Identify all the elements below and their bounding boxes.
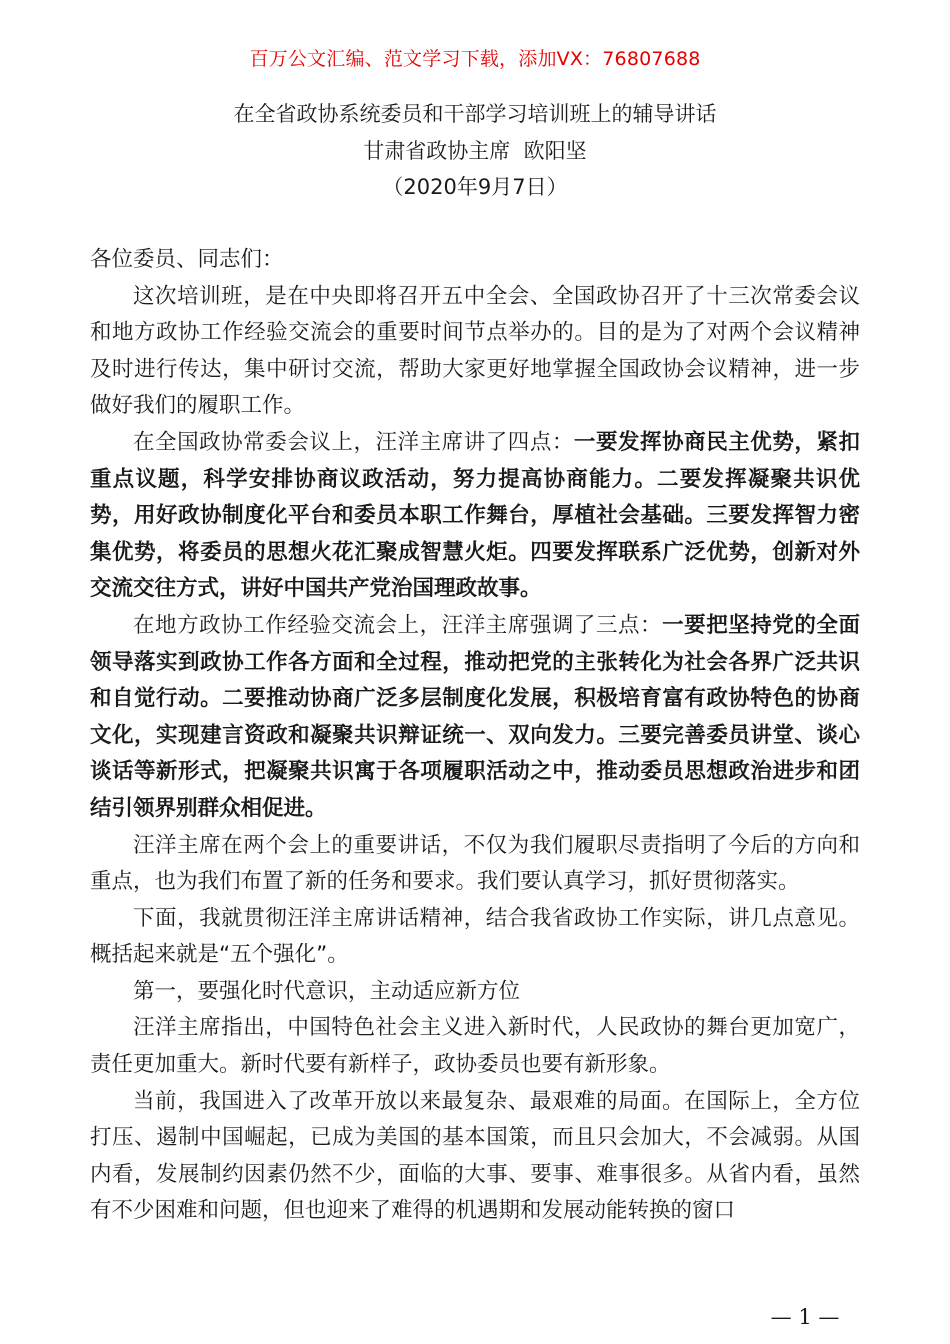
paragraph-2-intro: 在全国政协常委会议上，汪洋主席讲了四点：: [133, 429, 574, 455]
paragraph-2-bold: 一要发挥协商民主优势，紧扣重点议题，科学安排协商议政活动，努力提高协商能力。二要发挥凝聚共识优势，用好政协制度化平台和委员本职工作舞台，厚植社会基础。三要发挥智力密集优势，将委员的思想火花汇聚成智慧火炬。四要发挥联系广泛优势，创新对外交流交往方式，讲好中国共产党治国理政故事。: [90, 429, 860, 602]
page-number: — 1 —: [770, 1305, 840, 1329]
paragraph-1: 这次培训班，是在中央即将召开五中全会、全国政协召开了十三次常委会议和地方政协工作经验交流会的重要时间节点举办的。目的是为了对两个会议精神及时进行传达，集中研讨交流，帮助大家更好地掌握全国政协会议精神，进一步做好我们的履职工作。: [90, 283, 860, 419]
paragraph-4: 汪洋主席在两个会上的重要讲话，不仅为我们履职尽责指明了今后的方向和重点，也为我们布置了新的任务和要求。我们要认真学习，抓好贯彻落实。: [90, 832, 860, 895]
salutation: 各位委员、同志们：: [90, 247, 284, 272]
paragraph-6: 汪洋主席指出，中国特色社会主义进入新时代，人民政协的舞台更加宽广，责任更加重大。新时代要有新样子，政协委员也要有新形象。: [90, 1015, 860, 1078]
date-line: （2020年9月7日）: [382, 175, 568, 199]
paragraph-5: 下面，我就贯彻汪洋主席讲话精神，结合我省政协工作实际，讲几点意见。概括起来就是“五个强化”。: [90, 905, 860, 968]
paragraph-3: [90, 608, 860, 828]
paragraph-2: [90, 425, 860, 608]
section-1-heading: 第一，要强化时代意识，主动适应新方位: [133, 978, 521, 1004]
paragraph-7: 当前，我国进入了改革开放以来最复杂、最艰难的局面。在国际上，全方位打压、遏制中国崛起，已成为美国的基本国策，而且只会加大，不会减弱。从国内看，发展制约因素仍然不少，面临的大事、要事、难事很多。从省内看，虽然有不少困难和问题，但也迎来了难得的机遇期和发展动能转换的窗口: [90, 1088, 860, 1224]
speaker-line: 甘肃省政协主席 欧阳坚: [363, 138, 587, 163]
document-body: [90, 242, 860, 1230]
header-banner: 百万公文汇编、范文学习下载，添加VX：76807688: [249, 48, 701, 70]
document-title: 在全省政协系统委员和干部学习培训班上的辅导讲话: [233, 102, 717, 126]
paragraph-3-bold: 一要把坚持党的全面领导落实到政协工作各方面和全过程，推动把党的主张转化为社会各界广泛共识和自觉行动。二要推动协商广泛多层制度化发展，积极培育富有政协特色的协商文化，实现建言资政和凝聚共识辩证统一、双向发力。三要完善委员讲堂、谈心谈话等新形式，把凝聚共识寓于各项履职活动之中，推动委员思想政治进步和团结引领界别群众相促进。: [90, 612, 860, 821]
title-block: [0, 96, 950, 206]
paragraph-3-intro: 在地方政协工作经验交流会上，汪洋主席强调了三点：: [133, 612, 663, 638]
